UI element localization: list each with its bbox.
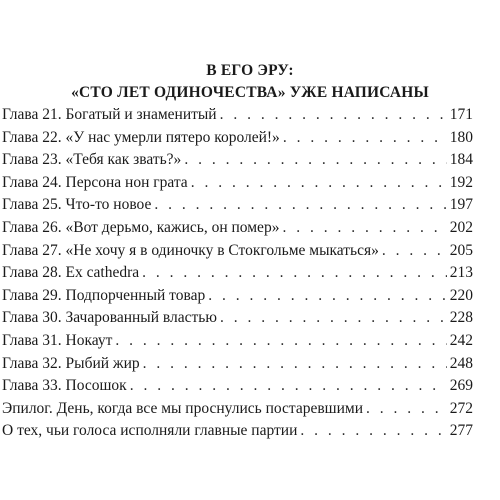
toc-entry-title: Глава 32. Рыбий жир — [2, 354, 140, 372]
toc-entry-title: Глава 33. Посошок — [2, 377, 127, 395]
toc-entry-page-number: 197 — [449, 196, 473, 214]
toc-entry-page-number: 202 — [449, 218, 473, 236]
toc-entry-page-number: 272 — [449, 399, 473, 417]
toc-entry-title: Глава 22. «У нас умерли пятеро королей!» — [2, 128, 280, 146]
toc-entry-title: Глава 31. Нокаут — [2, 331, 113, 349]
toc-entry — [2, 285, 473, 308]
toc-entry-title: Глава 24. Персона нон грата — [2, 173, 188, 191]
toc-leader-dots — [154, 194, 446, 216]
toc-entry — [2, 104, 473, 127]
toc-leader-dots — [283, 127, 447, 149]
table-of-contents — [2, 104, 473, 443]
toc-entry — [2, 375, 473, 398]
toc-leader-dots — [208, 285, 447, 307]
toc-entry-page-number: 242 — [449, 331, 473, 349]
toc-entry — [2, 149, 473, 172]
toc-leader-dots — [191, 172, 447, 194]
toc-entry-page-number: 269 — [449, 377, 473, 395]
toc-entry — [2, 172, 473, 195]
toc-leader-dots — [382, 240, 447, 262]
toc-entry-page-number: 205 — [449, 241, 473, 259]
toc-entry-page-number: 228 — [449, 309, 473, 327]
toc-entry-title: Глава 27. «Не хочу я в одиночку в Стокгольме мыкаться» — [2, 241, 379, 259]
toc-entry — [2, 330, 473, 353]
section-heading-line2: «СТО ЛЕТ ОДИНОЧЕСТВА» УЖЕ НАПИСАНЫ — [71, 84, 429, 101]
toc-entry-title: Глава 29. Подпорченный товар — [2, 286, 206, 304]
toc-entry-title: Глава 30. Зачарованный властью — [2, 309, 217, 327]
toc-entry-page-number: 277 — [449, 422, 473, 440]
toc-entry — [2, 194, 473, 217]
toc-leader-dots — [282, 217, 446, 239]
toc-entry-page-number: 180 — [449, 128, 473, 146]
toc-entry-page-number: 213 — [449, 264, 473, 282]
toc-entry-title: Эпилог. День, когда все мы проснулись постаревшими — [2, 399, 364, 417]
toc-leader-dots — [366, 398, 447, 420]
toc-leader-dots — [184, 149, 446, 171]
toc-entry — [2, 353, 473, 376]
toc-entry — [2, 420, 473, 443]
toc-leader-dots — [220, 307, 447, 329]
toc-entry-title: Глава 21. Богатый и знаменитый — [2, 106, 217, 123]
toc-entry — [2, 127, 473, 150]
toc-leader-dots — [115, 330, 446, 352]
toc-entry-title: Глава 25. Что-то новое — [2, 196, 152, 214]
toc-entry-page-number: 220 — [449, 286, 473, 304]
toc-entry-page-number: 171 — [449, 106, 473, 123]
toc-entry — [2, 262, 473, 285]
toc-entry-title: О тех, чьи голоса исполняли главные партии — [2, 422, 298, 440]
toc-leader-dots — [143, 353, 447, 375]
toc-entry — [2, 307, 473, 330]
section-heading-line1: В ЕГО ЭРУ: — [206, 62, 294, 79]
toc-entry-title: Глава 23. «Тебя как звать?» — [2, 151, 182, 169]
toc-entry-title: Глава 28. Ex cathedra — [2, 264, 140, 282]
toc-entry-page-number: 184 — [449, 151, 473, 169]
toc-leader-dots — [130, 375, 447, 397]
toc-leader-dots — [220, 104, 447, 126]
toc-entry-page-number: 192 — [449, 173, 473, 191]
toc-entry — [2, 217, 473, 240]
toc-entry-page-number: 248 — [449, 354, 473, 372]
toc-leader-dots — [300, 420, 446, 442]
toc-entry-title: Глава 26. «Вот дерьмо, кажись, он помер» — [2, 218, 280, 236]
toc-entry — [2, 240, 473, 263]
toc-leader-dots — [142, 262, 447, 284]
toc-entry — [2, 398, 473, 421]
